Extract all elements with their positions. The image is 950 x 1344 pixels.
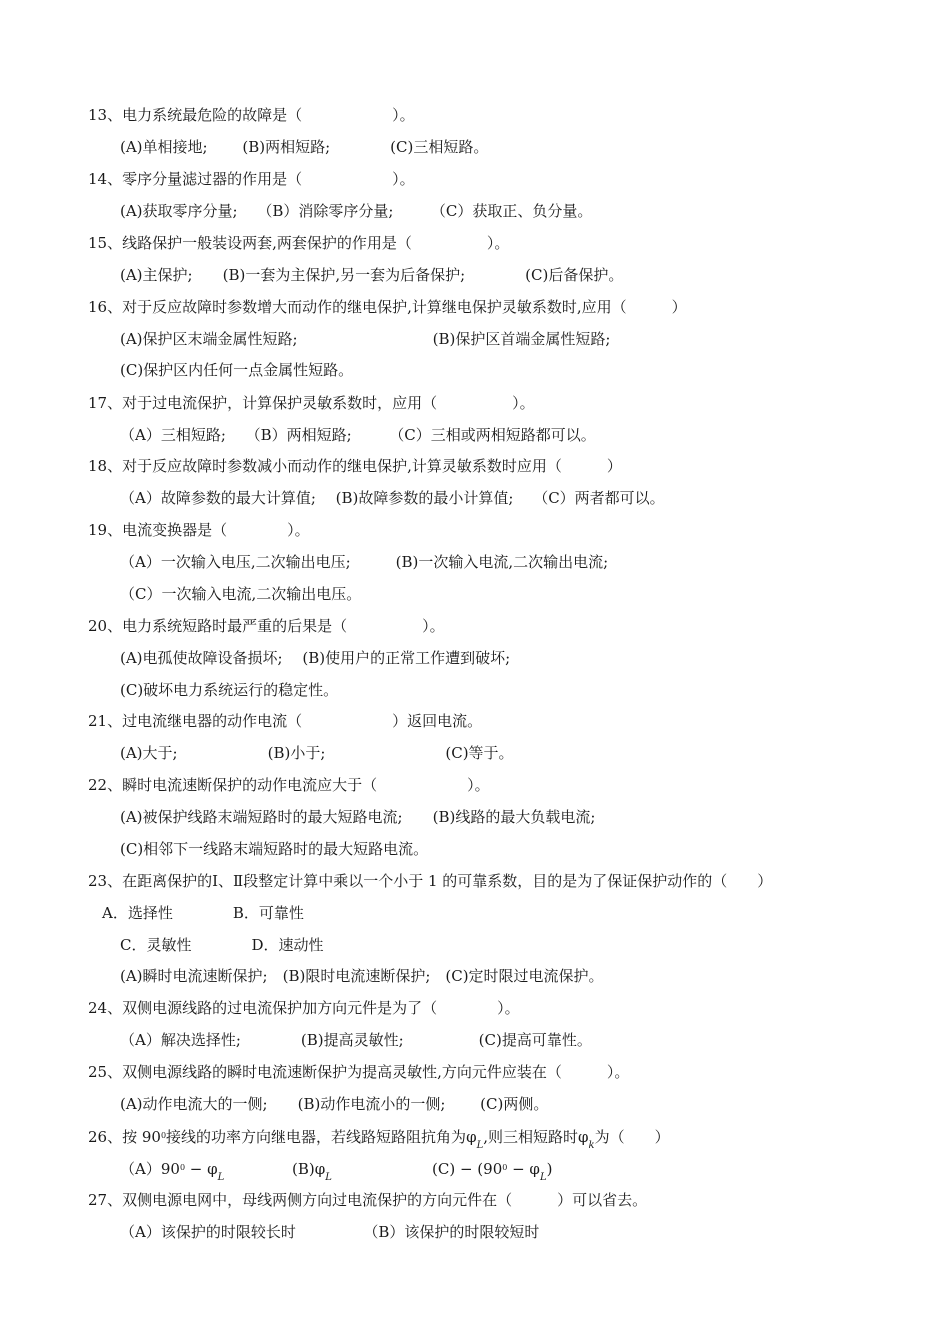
q26-phi-l: φ [466, 1128, 477, 1146]
question-15-options: (A)主保护; (B)一套为主保护,另一套为后备保护; (C)后备保护。 [120, 266, 624, 284]
question-22-options-1: (A)被保护线路末端短路时的最大短路电流; (B)线路的最大负载电流; [120, 808, 596, 826]
question-23-options: (A)瞬时电流速断保护; (B)限时电流速断保护; (C)定时限过电流保护。 [120, 967, 604, 985]
q26-phi-k-sub: k [588, 1140, 595, 1151]
question-13-stem: 13、电力系统最危险的故障是（ ）。 [88, 106, 415, 124]
q26-a-sub: L [217, 1172, 225, 1183]
question-21-options: (A)大于; (B)小于; (C)等于。 [120, 744, 514, 762]
question-18-stem: 18、对于反应故障时参数减小而动作的继电保护,计算灵敏系数时应用（ ） [88, 457, 622, 475]
question-17-stem: 17、对于过电流保护，计算保护灵敏系数时，应用（ ）。 [88, 394, 535, 412]
question-20-options-2: (C)破坏电力系统运行的稳定性。 [120, 681, 339, 699]
question-23-lettered-1: A．选择性 B．可靠性 [102, 904, 304, 922]
question-18-options: （A）故障参数的最大计算值; (B)故障参数的最小计算值; （C）两者都可以。 [120, 489, 665, 507]
question-24-stem: 24、双侧电源线路的过电流保护加方向元件是为了（ ）。 [88, 999, 520, 1017]
question-20-options-1: (A)电孤使故障设备损坏; (B)使用户的正常工作遭到破坏; [120, 649, 511, 667]
question-19-options-1: （A）一次输入电压,二次输出电压; (B)一次输入电流,二次输出电流; [120, 553, 609, 571]
question-23-lettered-2: C．灵敏性 D．速动性 [120, 936, 324, 954]
question-15-stem: 15、线路保护一般装设两套,两套保护的作用是（ ）。 [88, 234, 510, 252]
q26-c-rest: − φ [507, 1160, 540, 1178]
question-14-stem: 14、零序分量滤过器的作用是（ ）。 [88, 170, 415, 188]
question-27-options: （A）该保护的时限较长时 （B）该保护的时限较短时 [120, 1223, 540, 1241]
q26-c-sup: 0 [502, 1163, 508, 1172]
question-24-options: （A）解决选择性; (B)提高灵敏性; (C)提高可靠性。 [120, 1031, 592, 1049]
q26-b-expr: φ [314, 1160, 326, 1178]
question-17-options: （A）三相短路; （B）两相短路; （C）三相或两相短路都可以。 [120, 426, 596, 444]
question-19-stem: 19、电流变换器是（ ）。 [88, 521, 310, 539]
question-26-stem [88, 1124, 910, 1151]
question-22-stem: 22、瞬时电流速断保护的动作电流应大于（ ）。 [88, 776, 490, 794]
q26-text-2: 接线的功率方向继电器，若线路短路阻抗角为 [166, 1128, 467, 1146]
q26-b-label: (B) [292, 1160, 315, 1178]
question-19-options-2: （C）一次输入电流,二次输出电压。 [120, 585, 362, 603]
question-14-options: (A)获取零序分量; （B）消除零序分量; （C）获取正、负分量。 [120, 202, 593, 220]
q26-c-expr: − (90 [455, 1160, 503, 1178]
q26-phi-k: φ [578, 1128, 589, 1146]
question-16-options-1: (A)保护区末端金属性短路; (B)保护区首端金属性短路; [120, 330, 611, 348]
q26-text-4: 为（ ） [594, 1128, 670, 1146]
q26-a-sup: 0 [179, 1163, 186, 1172]
question-22-options-2: (C)相邻下一线路末端短路时的最大短路电流。 [120, 840, 429, 858]
q26-c-sub: L [539, 1172, 547, 1183]
q26-c-close: ) [546, 1160, 553, 1178]
question-13-options: (A)单相接地; (B)两相短路; (C)三相短路。 [120, 138, 489, 156]
question-27-stem: 27、双侧电源电网中，母线两侧方向过电流保护的方向元件在（ ）可以省去。 [88, 1191, 648, 1209]
q26-text-3: ,则三相短路时 [483, 1128, 578, 1146]
q26-option-a [120, 1156, 292, 1190]
question-23-stem: 23、在距离保护的Ⅰ、Ⅱ段整定计算中乘以一个小于 1 的可靠系数，目的是为了保证保护动作的（ ） [88, 872, 773, 890]
q26-b-sub: L [325, 1172, 332, 1183]
q26-option-b [292, 1157, 432, 1190]
question-26-options [120, 1156, 910, 1183]
question-21-stem: 21、过电流继电器的动作电流（ ）返回电流。 [88, 712, 483, 730]
question-20-stem: 20、电力系统短路时最严重的后果是（ ）。 [88, 617, 445, 635]
q26-text-1: 26、按 90 [88, 1128, 161, 1146]
question-25-options: (A)动作电流大的一侧; (B)动作电流小的一侧; (C)两侧。 [120, 1095, 549, 1113]
q26-a-expr: 90 [160, 1160, 180, 1178]
q26-c-label: (C) [432, 1160, 456, 1178]
question-16-options-2: (C)保护区内任何一点金属性短路。 [120, 361, 354, 379]
q26-degree: 0 [160, 1131, 167, 1140]
question-25-stem: 25、双侧电源线路的瞬时电流速断保护为提高灵敏性,方向元件应装在（ ）。 [88, 1063, 630, 1081]
q26-a-label: （A） [120, 1160, 161, 1178]
question-16-stem: 16、对于反应故障时参数增大而动作的继电保护,计算继电保护灵敏系数时,应用（ ） [88, 298, 687, 316]
q26-phi-l-sub: L [476, 1140, 484, 1151]
q26-option-c [432, 1156, 552, 1190]
q26-a-rest: − φ [185, 1160, 218, 1178]
